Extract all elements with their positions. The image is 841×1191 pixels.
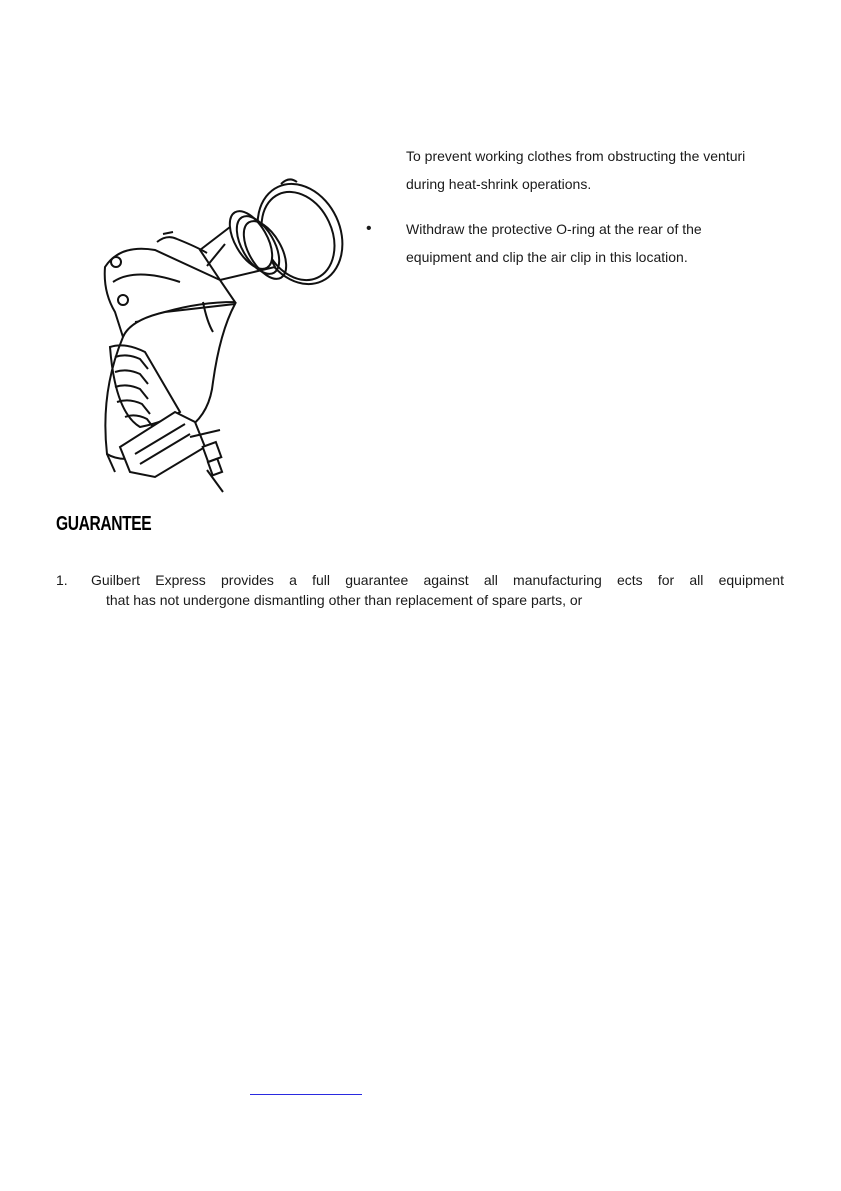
heat-gun-illustration	[95, 172, 360, 497]
guarantee-text-line-2: that has not undergone dismantling other than replacement of spare parts, or	[106, 592, 583, 608]
list-number: 1.	[56, 572, 68, 588]
venturi-instruction-text: To prevent working clothes from obstructing the venturi during heat-shrink operations.	[406, 148, 746, 192]
guarantee-heading: GUARANTEE	[56, 513, 152, 535]
guarantee-text-line-1: Guilbert Express provides a full guarantee against all manufacturing ects for all equipment	[91, 572, 784, 588]
website-link[interactable]	[250, 1080, 362, 1095]
o-ring-instruction-text: Withdraw the protective O-ring at the rear of the equipment and clip the air clip in this location.	[406, 221, 702, 265]
bullet-icon: •	[366, 220, 372, 237]
